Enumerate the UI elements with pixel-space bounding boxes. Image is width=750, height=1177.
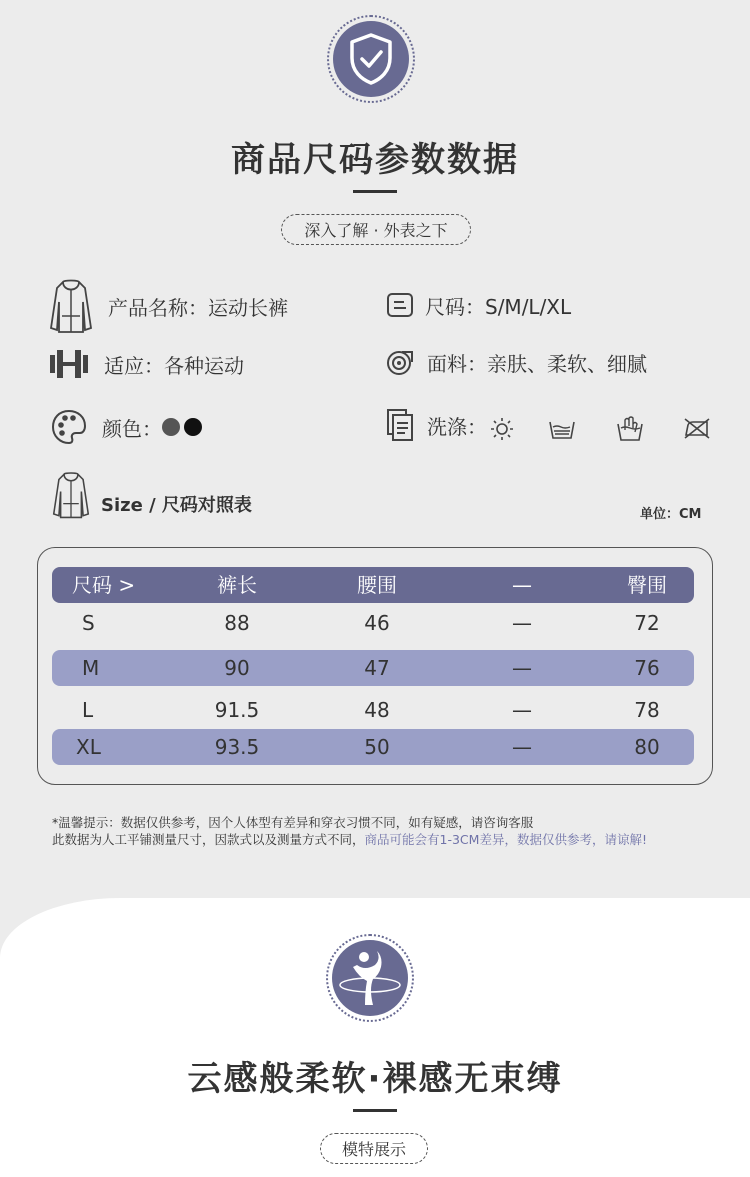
title-divider xyxy=(353,190,397,193)
table-cell: M xyxy=(82,656,100,680)
table-header-cell: 裤长 xyxy=(217,573,257,597)
table-row xyxy=(52,650,694,686)
table-cell: 76 xyxy=(634,656,660,680)
spec-fabric xyxy=(385,347,647,377)
note-line-1: *温馨提示：数据仅供参考，因个人体型有差异和穿衣习惯不同，如有疑感，请咨询客服 xyxy=(52,815,534,830)
table-cell: — xyxy=(512,735,532,759)
sun-dry-icon xyxy=(489,416,515,446)
spec-fabric-text: 面料：亲肤、柔软、细腻 xyxy=(427,351,647,376)
document-copy-icon xyxy=(385,408,415,442)
table-cell: — xyxy=(512,698,532,722)
no-iron-icon xyxy=(683,416,711,444)
table-row xyxy=(52,605,694,641)
table-row xyxy=(52,729,694,765)
hand-wash-icon xyxy=(615,414,645,446)
table-cell: 93.5 xyxy=(214,735,260,759)
table-cell: 90 xyxy=(224,656,250,680)
spec-fit-text: 适应：各种运动 xyxy=(104,353,244,378)
table-cell: 50 xyxy=(364,735,390,759)
model-display-pill: 模特展示 xyxy=(320,1133,428,1164)
table-cell: 48 xyxy=(364,698,390,722)
spec-wash-text: 洗涤： xyxy=(427,414,487,439)
spec-name-text: 产品名称：运动长裤 xyxy=(108,295,288,320)
shield-badge xyxy=(327,15,415,103)
table-cell: 46 xyxy=(364,611,390,635)
table-cell: — xyxy=(512,656,532,680)
size-chart-title: Size / 尺码对照表 xyxy=(101,495,252,516)
table-header-cell: 腰围 xyxy=(357,573,397,597)
subtitle-pill: 深入了解 · 外表之下 xyxy=(281,214,471,245)
color-swatch-black xyxy=(184,418,202,436)
page-title: 商品尺码参数数据 xyxy=(231,140,519,180)
spec-size xyxy=(385,290,571,320)
table-cell: L xyxy=(82,698,94,722)
table-cell: 78 xyxy=(634,698,660,722)
fabric-roll-icon xyxy=(385,347,415,377)
shield-check-icon xyxy=(333,21,409,97)
hoodie-icon xyxy=(48,278,94,334)
spec-color-text: 颜色： xyxy=(102,416,162,441)
size-tag-icon xyxy=(385,290,415,320)
dumbbell-icon xyxy=(48,345,90,383)
section2-divider xyxy=(353,1109,397,1112)
note-line-2 xyxy=(52,830,647,848)
table-cell: 72 xyxy=(634,611,660,635)
note-line-2-text: 此数据为人工平铺测量尺寸，因款式以及测量方式不同， xyxy=(52,832,365,847)
size-hoodie-icon xyxy=(52,470,90,524)
spec-wash xyxy=(385,408,487,442)
table-cell: 91.5 xyxy=(214,698,260,722)
spec-name xyxy=(48,278,288,334)
table-header-cell: 尺码 > xyxy=(72,573,136,597)
unit-label: 单位：CM xyxy=(640,507,702,522)
table-cell: 47 xyxy=(364,656,390,680)
table-cell: — xyxy=(512,611,532,635)
table-header-cell: — xyxy=(512,573,532,597)
table-cell: S xyxy=(82,611,95,635)
color-swatch-gray xyxy=(162,418,180,436)
table-cell: 80 xyxy=(634,735,660,759)
spec-fit xyxy=(48,345,244,383)
palette-icon xyxy=(50,408,88,446)
hand-wash-tub-icon xyxy=(548,418,576,444)
spec-size-text: 尺码：S/M/L/XL xyxy=(425,294,572,319)
spec-color xyxy=(50,408,206,446)
table-header-row xyxy=(52,567,694,603)
3d-badge-text: 3D xyxy=(389,971,402,980)
table-cell: 88 xyxy=(224,611,250,635)
table-header-cell: 臀围 xyxy=(627,573,667,597)
table-cell: XL xyxy=(76,735,101,759)
note-line-2-accent: 商品可能会有1-3CM差异，数据仅供参考，请谅解! xyxy=(364,832,647,847)
table-row xyxy=(52,692,694,728)
section2-title: 云感般柔软·裸感无束缚 xyxy=(187,1059,563,1099)
